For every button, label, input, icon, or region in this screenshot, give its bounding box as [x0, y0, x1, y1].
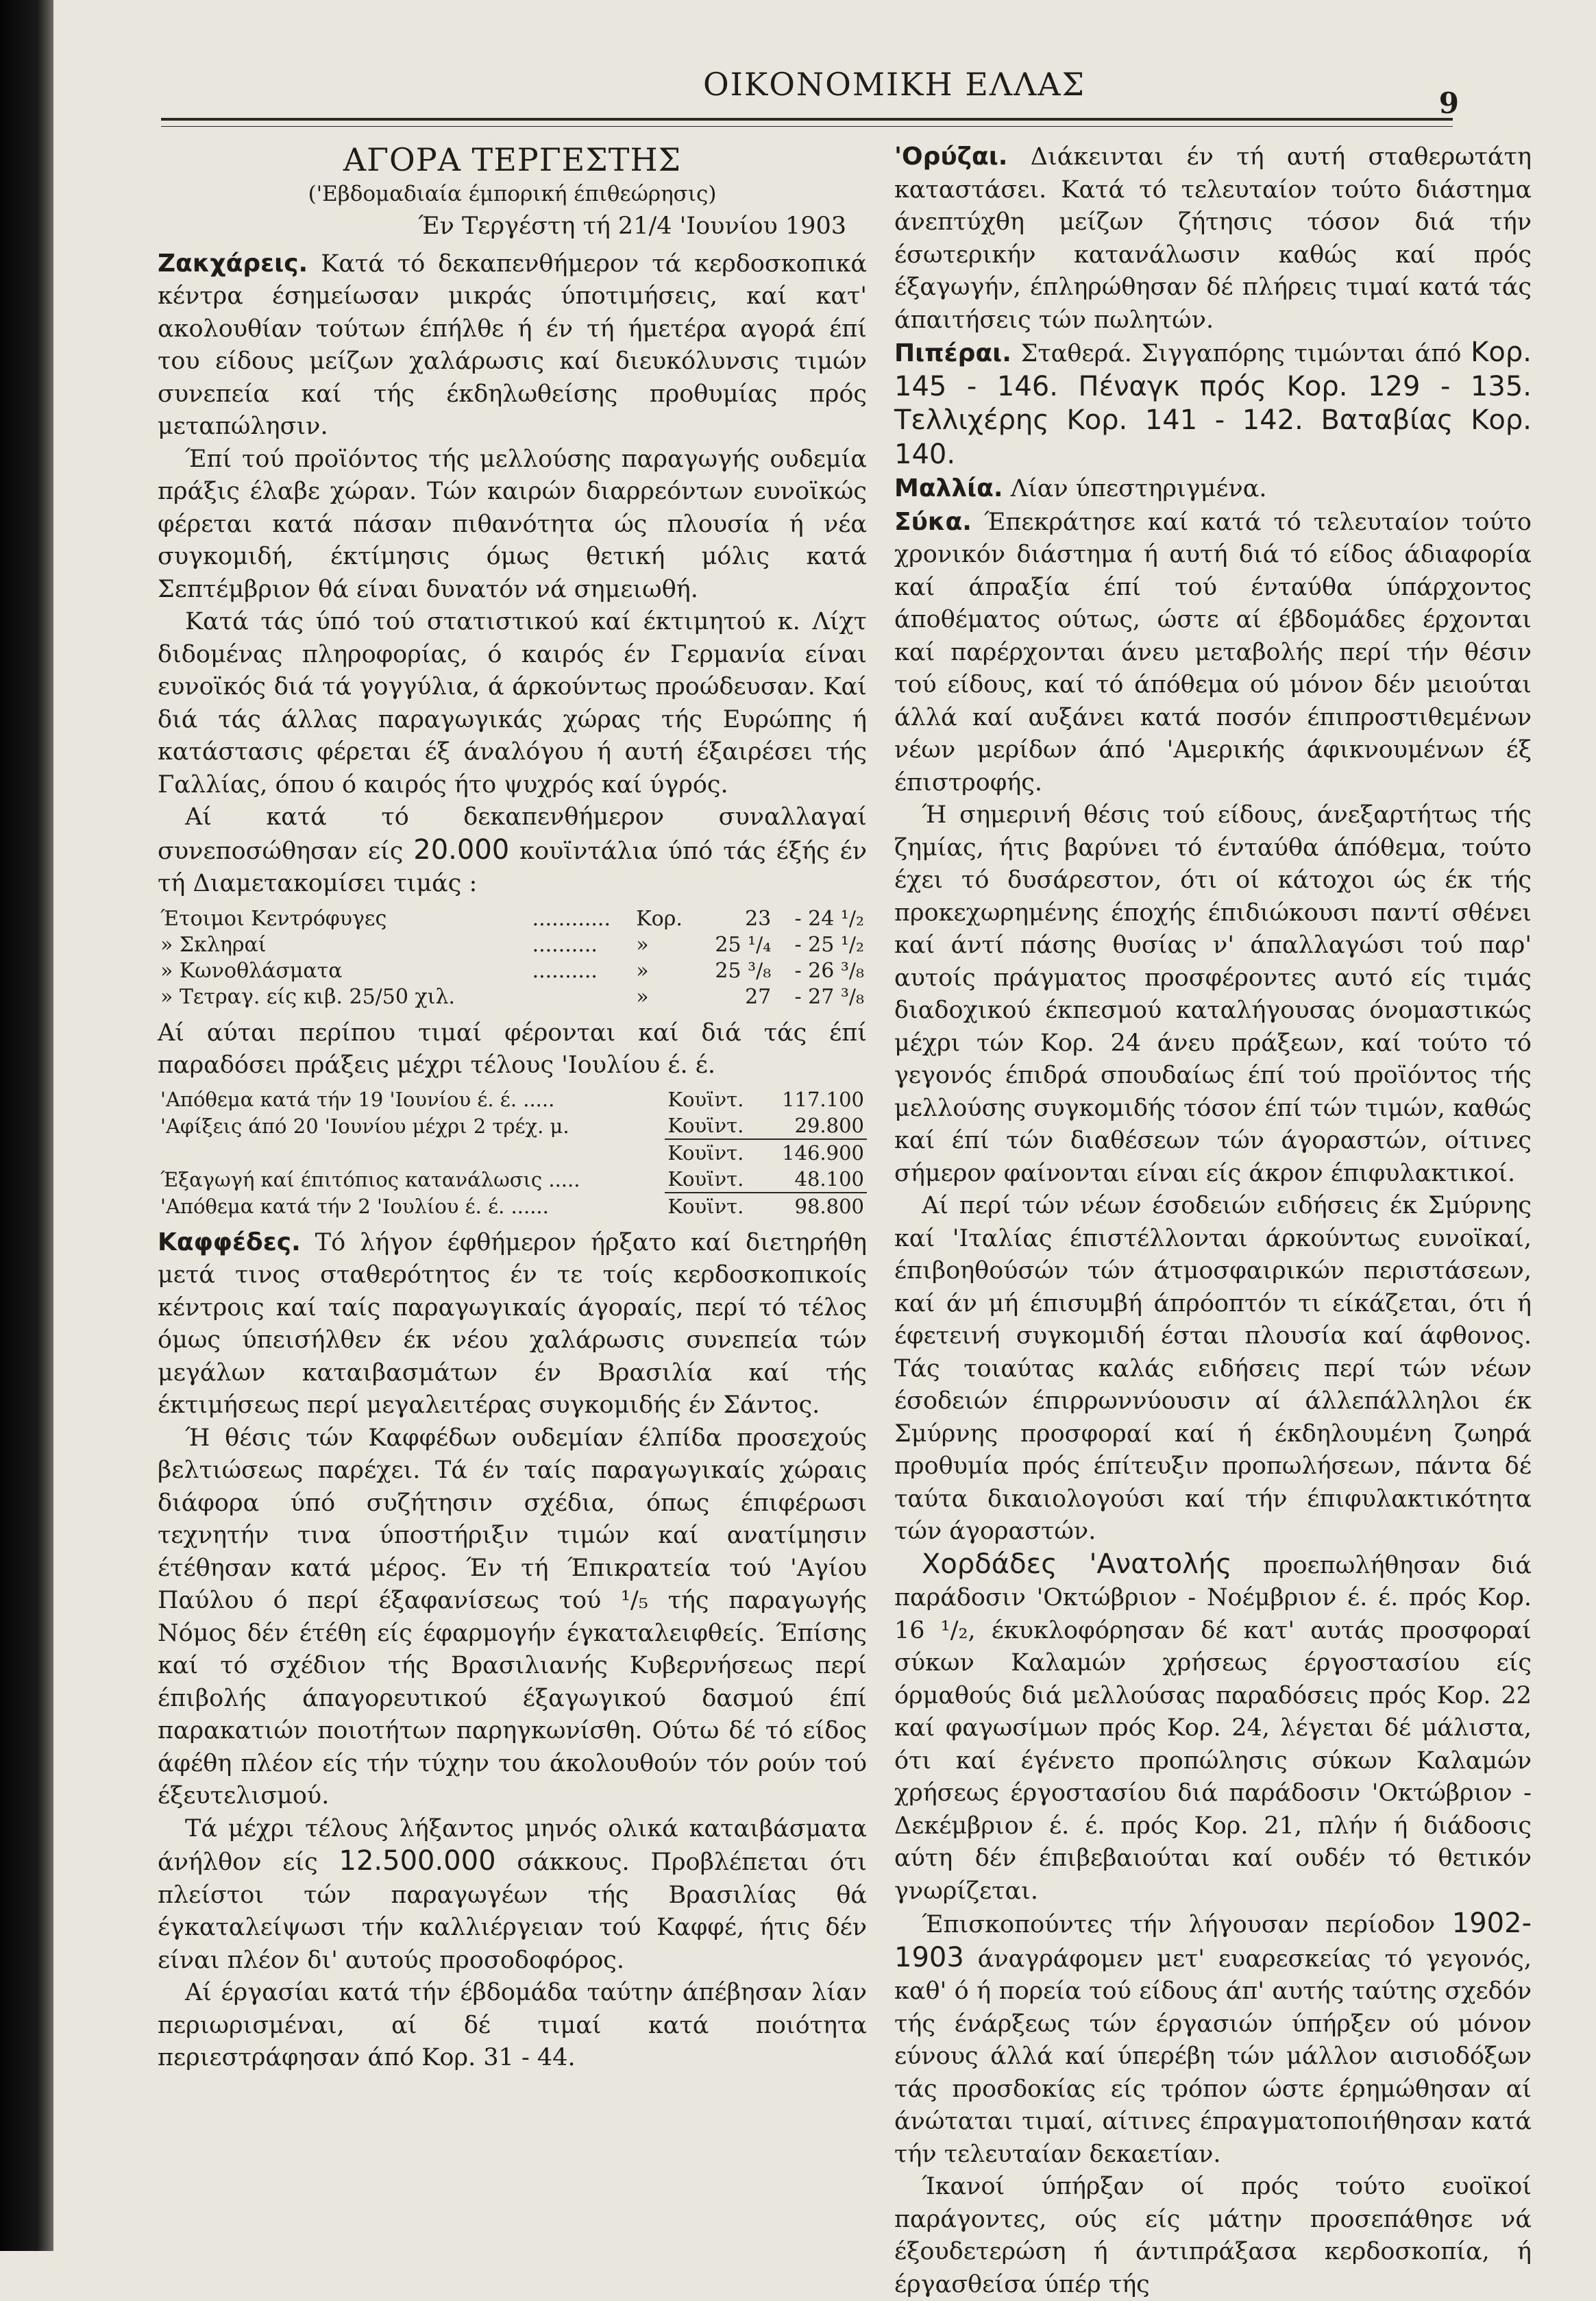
price-row: Έτοιμοι Κεντρόφυγες ............ Κορ. 23 - 24 ¹/₂ [158, 906, 867, 932]
page-number: 9 [1439, 86, 1459, 120]
commodity-heading: Ζακχάρεις. [158, 249, 308, 278]
paragraph: Αί περί τών νέων έσοδειών ειδήσεις έκ Σμύρνης καί 'Ιταλίας έπιστέλλονται άρκούντως ευνοϊκαί, έπιβοηθούσών τών άτμοσφαιρικών περιστάσεων, καί άν μή έπισυμβή άπρόοπτόν τι είκάζεται, ότι ή έφετεινή συγκομιδή έσται πλουσία καί άφθονος. Τάς τοιαύτας καλάς ειδήσεις περί τών νέων έσοδειών έπιρρωννύουσιν αί άλλεπάλληλοι έκ Σμύρνης προσφοραί καί ή έκδηλουμένη ζωηρά προθυμία πρός έπίτευξιν προπωλήσεων, πάντα δέ ταύτα δικαιολογούσι καί τήν έπιφυλακτικότητα τών άγοραστών. [894, 1190, 1532, 1548]
commodity-heading: Μαλλία. [894, 474, 1003, 502]
paragraph: Κατά τάς ύπό τού στατιστικού καί έκτιμητού κ. Λίχτ διδομένας πληροφορίας, ό καιρός έν Γερμανία είναι ευνοϊκός διά τά γογγύλια, ά άρκούντως προώδευσαν. Καί διά τάς άλλας παραγωγικάς χώρας τής Ευρώπης ή κατάστασις φέρεται έξ άναλόγου ή αυτή έξαιρέσει τής Γαλλίας, όπου ό καιρός ήτο ψυχρός καί ύγρός. [158, 606, 867, 801]
right-column [894, 141, 1532, 2301]
paragraph: Σύκα. Έπεκράτησε καί κατά τό τελευταίον τούτο χρονικόν διάστημα ή αυτή διά τό είδος άδιαφορία καί άπραξία έπί τού ένταύθα ύπάρχοντος άποθέματος ούτως, ώστε αί έβδομάδες έρχονται καί παρέρχονται άνευ μεταβολής περί τήν θέσιν τού είδους, καί τό άπόθεμα ού μόνον δέν μειούται άλλά καί αυξάνει κατά ποσόν έπιπροστιθεμένων νέων μερίδων άπό 'Αμερικής άφικνουμένων έξ έπιστροφής. [894, 506, 1532, 800]
paragraph: Ή θέσις τών Καφφέδων ουδεμίαν έλπίδα προσεχούς βελτιώσεως παρέχει. Τά έν ταίς παραγωγικαίς χώραις διάφορα ύπό συζήτησιν σχέδια, όπως έπιφέρωσι τεχνητήν τινα ύποστήριξιν τιμών καί ανατίμησιν έτέθησαν κατά μέρος. Έν τή Έπικρατεία τού 'Αγίου Παύλου ό περί έξαφανίσεως τού ¹/₅ τής παραγωγής Νόμος δέν έτέθη είς έφαρμογήν έγκαταλειφθείς. Έπίσης καί τό σχέδιον τής Βρασιλιανής Κυβερνήσεως περί έπιβολής άπαγορευτικού έξαγωγικού δασμού έπί παρακατιών ποιοτήτων παρηγκωνίσθη. Ούτω δέ τό είδος άφέθη πλέον είς τήν τύχην του άκολουθούν τόν ρούν τού έξευτελισμού. [158, 1422, 867, 1813]
paragraph: Τά μέχρι τέλους λήξαντος μηνός ολικά καταιβάσματα άνήλθον είς 12.500.000 σάκκους. Προβλέπεται ότι πλείστοι τών παραγωγέων τής Βρασιλίας θά έγκαταλείψωσι τήν καλλιέργειαν τού Καφφέ, ήτις δέν είναι πλέον δι' αυτούς προσοδοφόρος. [158, 1813, 867, 1977]
running-title: ΟΙΚΟΝΟΜΙΚΗ ΕΛΛΑΣ [654, 66, 1134, 103]
price-table [158, 906, 867, 1010]
header-rule [161, 118, 1453, 121]
left-column [158, 141, 867, 2075]
kernels-section [894, 472, 1532, 506]
paragraph: Ή σημερινή θέσις τού είδους, άνεξαρτήτως τής ζημίας, ήτις βαρύνει τό ένταύθα άπόθεμα, τούτο έχει τό δυσάρεστον, ότι οί κάτοχοι ώς έκ τής προκεχωρημένης έποχής έπιδιώκουσι παντί σθένει καί άντί πάσης θυσίας ν' άπαλλαγώσι τού παρ' αυτοίς πράγματος προσφέροντες αυτό είς τιμάς διαδοχικού έκπεσμού καταλήγουσας όνομαστικώς μέχρι τών Κορ. 24 άνευ πράξεων, καί τούτο τό γεγονός έπιδρά σπουδαίως έπί τού προϊόντος τής μελλούσης συγκομιδής τόσον έπί τών τιμών, καθώς καί έπί τών διαθέσεων τών άγοραστών, οίτινες σήμερον φαίνονται είναι είς άκρον έπιφυλακτικοί. [894, 799, 1532, 1190]
dateline: Έν Τεργέστη τή 21/4 'Ιουνίου 1903 [158, 210, 867, 243]
paragraph: Αί κατά τό δεκαπενθήμερον συναλλαγαί συνεποσώθησαν είς 20.000 κουϊντάλια ύπό τάς έξής έν τή Διαμετακομίσει τιμάς : [158, 801, 867, 901]
commodity-heading: Καφφέδες. [158, 1228, 301, 1256]
paragraph: Αί έργασίαι κατά τήν έβδομάδα ταύτην άπέβησαν λίαν περιωρισμέναι, αί δέ τιμαί κατά ποιότητα περιεστράφησαν άπό Κορ. 31 - 44. [158, 1977, 867, 2075]
paragraph: Αί αύται περίπου τιμαί φέρονται καί διά τάς έπί παραδόσει πράξεις μέχρι τέλους 'Ιουλίου έ. έ. [158, 1017, 867, 1082]
stock-row: Έξαγωγή καί έπιτόπιος κατανάλωσις ..... Κουϊντ. 48.100 [158, 1166, 867, 1193]
paragraph: Μαλλία. Λίαν ύπεστηριγμένα. [894, 472, 1532, 506]
paragraph: Χορδάδες 'Ανατολής προεπωλήθησαν διά παράδοσιν 'Οκτώβριον - Νοέμβριον έ. έ. πρός Κορ. 16 ¹/₂, έκυκλοφόρησαν δέ κατ' αυτάς προσφοραί σύκων Καλαμών χρήσεως έργοστασίου είς όρμαθούς διά μελλούσας παραδόσεις πρός Κορ. 22 καί φαγωσίμων πρός Κορ. 24, λέγεται δέ μάλιστα, ότι καί έγένετο προπώλησις σύκων Καλαμών χρήσεως έργοστασίου διά παράδοσιν 'Οκτώβριον - Δεκέμβριον έ. έ. πρός Κορ. 21, πλήν ή διάδοσις αύτη δέν έπιβεβαιούται καί ουδέν τό θετικόν γνωρίζεται. [894, 1548, 1532, 1908]
price-row: » Κωνοθλάσματα .......... » 25 ³/₈ - 26 ³/₈ [158, 958, 867, 984]
stock-row: 'Αφίξεις άπό 20 'Ιουνίου μέχρι 2 τρέχ. μ. Κουϊντ. 29.800 [158, 1112, 867, 1139]
sugar-section [158, 247, 867, 1219]
commodity-heading: Σύκα. [894, 508, 972, 536]
commodity-heading: 'Ορύζαι. [894, 143, 1007, 171]
figs-section [894, 506, 1532, 2301]
pepper-section [894, 337, 1532, 472]
rice-section [894, 141, 1532, 337]
book-binding [0, 0, 53, 2251]
newspaper-page [65, 0, 1596, 2251]
paragraph: Ίκανοί ύπήρξαν οί πρός τούτο ευοϊκοί παράγοντες, ούς είς μάτην προσεπάθησε νά έξουδετερώση ή άντιπράξασα κερδοσκοπία, ή έργασθείσα ύπέρ τής [894, 2171, 1532, 2301]
stock-row: Κουϊντ. 146.900 [158, 1139, 867, 1166]
coffee-section [158, 1226, 867, 2075]
price-row: » Σκληραί .......... » 25 ¹/₄ - 25 ¹/₂ [158, 932, 867, 958]
paragraph: Καφφέδες. Τό λήγον έφθήμερον ήρξατο καί διετηρήθη μετά τινος σταθερότητος έν τε τοίς κερδοσκοπικοίς κέντροις καί ταίς παραγωγικαίς άγοραίς, περί τό τέλος όμως ύπεισήλθεν έκ νέου χαλάρωσις συνεπεία τών μεγάλων καταιβασμάτων έν Βρασιλία καί τής έκτιμήσεως περί μεγαλειτέρας συγκομιδής έν Σάντος. [158, 1226, 867, 1422]
paragraph: Έπισκοπούντες τήν λήγουσαν περίοδον 1902-1903 άναγράφομεν μετ' ευαρεσκείας τό γεγονός, καθ' ό ή πορεία τού είδους άπ' αυτής ταύτης σχεδόν τής ένάρξεως τών έργασιών ύπήρξεν ού μόνον εύνους άλλά καί ύπερέβη τών μάλλον αισιοδόξων τάς προσδοκίας είς τρόπον ώστε έρημώθησαν αί άνώταται τιμαί, αίτινες έπραγματοποιήθησαν κατά τήν τελευταίαν δεκαετίαν. [894, 1908, 1532, 2171]
paragraph: Ζακχάρεις. Κατά τό δεκαπενθήμερον τά κερδοσκοπικά κέντρα έσημείωσαν μικράς ύποτιμήσεις, καί κατ' ακολουθίαν τούτων έπήλθε ή έν τή ήμετέρα αγορά έπί του είδους μείζων χαλάρωσις καί διευκόλυνσις τιμών συνεπεία καί τής έκδηλωθείσης προθυμίας πρός μεταπώλησιν. [158, 247, 867, 443]
stock-table [158, 1086, 867, 1219]
stock-row: 'Απόθεμα κατά τήν 19 'Ιουνίου έ. έ. ..... Κουϊντ. 117.100 [158, 1086, 867, 1112]
section-subtitle: ('Εβδομαδιαία έμπορική έπιθεώρησις) [158, 178, 867, 211]
header-rule-thin [161, 126, 1453, 127]
price-row: » Τετραγ. είς κιβ. 25/50 χιλ. » 27 - 27 ³/₈ [158, 984, 867, 1010]
paragraph: 'Ορύζαι. Διάκεινται έν τή αυτή σταθερωτάτη καταστάσει. Κατά τό τελευταίον τούτο διάστημα άνεπτύχθη μείζων ζήτησις τόσον διά τήν έσωτερικήν κατανάλωσιν καθώς καί πρός έξαγωγήν, έπληρώθησαν δέ πλήρεις τιμαί κατά τάς άπαιτήσεις τών πωλητών. [894, 141, 1532, 337]
paragraph: Έπί τού προϊόντος τής μελλούσης παραγωγής ουδεμία πράξις έλαβε χώραν. Τών καιρών διαρρεόντων ευνοϊκώς φέρεται κατά πάσαν πιθανότητα ώς πλουσία ή νέα συγκομιδή, έκτίμησις όμως θετική μόλις κατά Σεπτέμβριον θά είναι δυνατόν νά σημειωθή. [158, 443, 867, 607]
paragraph: Πιπέραι. Σταθερά. Σιγγαπόρης τιμώνται άπό Κορ. 145 - 146. Πέναγκ πρός Κορ. 129 - 135. Τελλιχέρης Κορ. 141 - 142. Βαταβίας Κορ. 140. [894, 337, 1532, 472]
commodity-heading: Πιπέραι. [894, 339, 1011, 367]
stock-row: 'Απόθεμα κατά τήν 2 'Ιουλίου έ. έ. ...... Κουϊντ. 98.800 [158, 1193, 867, 1219]
section-title: ΑΓΟΡΑ ΤΕΡΓΕΣΤΗΣ [158, 144, 867, 177]
